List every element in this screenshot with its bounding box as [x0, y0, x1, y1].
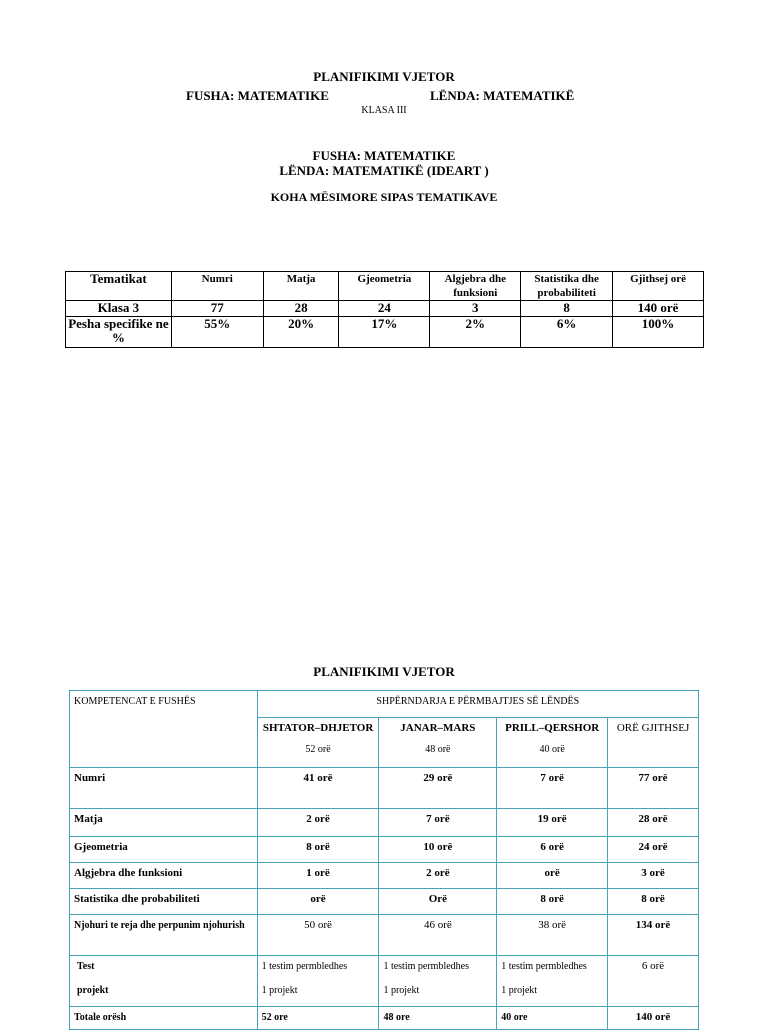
row-label: Gjeometria: [70, 837, 258, 863]
table-cell: 28 orë: [608, 809, 699, 837]
period-cell: [379, 717, 497, 767]
header-cell: Gjeometria: [339, 272, 430, 301]
header-cell: Algjebra dhe funksioni: [430, 272, 521, 301]
table-cell: 1 orë: [257, 863, 379, 889]
table-row: [70, 956, 699, 1007]
table-cell: 40 ore: [497, 1007, 608, 1030]
section2-title: PLANIFIKIMI VJETOR: [313, 664, 455, 679]
table-cell: 2%: [430, 317, 521, 348]
period-name: SHTATOR–DHJETOR: [262, 721, 374, 734]
table-cell: 77: [171, 301, 263, 317]
table-row: [70, 915, 699, 956]
table-row: [70, 1007, 699, 1030]
cell-line: 1 testim permbledhes: [261, 961, 348, 972]
period-cell: [497, 717, 608, 767]
table-cell: [379, 956, 497, 1007]
row-label-cell: [70, 956, 258, 1007]
table-cell: 140 orë: [608, 1007, 699, 1030]
fusha-label: FUSHA: MATEMATIKE: [186, 88, 329, 103]
table-cell: 7 orë: [497, 768, 608, 809]
period-hours: 40 orë: [539, 743, 565, 755]
row-label: Matja: [70, 809, 258, 837]
table-cell: 2 orë: [257, 809, 379, 837]
table-cell: 24 orë: [608, 837, 699, 863]
table-row: [70, 863, 699, 889]
table-row: [70, 768, 699, 809]
table-cell: orë: [497, 863, 608, 889]
cell-line: 1 projekt: [383, 985, 420, 996]
table-cell: 20%: [263, 317, 339, 348]
period-name: PRILL–QERSHOR: [505, 721, 600, 734]
table-cell: 6%: [521, 317, 613, 348]
table-cell: 46 orë: [379, 915, 497, 956]
corner-cell: KOMPETENCAT E FUSHËS: [70, 691, 258, 768]
table-cell: 3 orë: [608, 863, 699, 889]
table-cell: 48 ore: [379, 1007, 497, 1030]
period-hours: 48 orë: [425, 743, 451, 755]
table-cell: 50 orë: [257, 915, 379, 956]
planifikimi-table: [69, 690, 699, 1030]
klasa-label: KLASA III: [361, 105, 407, 116]
period-cell: [257, 717, 379, 767]
table-header-row: [70, 691, 699, 718]
table-cell: orë: [257, 889, 379, 915]
table-cell: Klasa 3: [66, 301, 172, 317]
table-row: [70, 809, 699, 837]
row-label: Test: [77, 961, 95, 972]
table-cell: 10 orë: [379, 837, 497, 863]
table-cell: 2 orë: [379, 863, 497, 889]
table-cell: 134 orë: [608, 915, 699, 956]
table-cell: 6 orë: [497, 837, 608, 863]
table-row: [66, 317, 704, 348]
cell-line: 1 projekt: [261, 985, 298, 996]
table-cell: 19 orë: [497, 809, 608, 837]
header-cell: Tematikat: [66, 272, 172, 301]
period-name: ORË GJITHSEJ: [616, 721, 690, 734]
table-cell: 38 orë: [497, 915, 608, 956]
table-row: [66, 301, 704, 317]
table-cell: 8 orë: [257, 837, 379, 863]
header-cell: Statistika dhe probabiliteti: [521, 272, 613, 301]
table-cell: 100%: [613, 317, 704, 348]
row-label: Algjebra dhe funksioni: [70, 863, 258, 889]
table-cell: Orë: [379, 889, 497, 915]
header-cell: Gjithsej orë: [613, 272, 704, 301]
table-cell: 140 orë: [613, 301, 704, 317]
tematika-table: [65, 271, 704, 348]
table-cell: Pesha specifike ne %: [66, 317, 172, 348]
row-label: Statistika dhe probabiliteti: [70, 889, 258, 915]
row-label: Njohuri te reja dhe perpunim njohurish: [70, 915, 258, 956]
table-header-row: [66, 272, 704, 301]
table-cell: 8: [521, 301, 613, 317]
table-cell: 17%: [339, 317, 430, 348]
table-cell: 52 ore: [257, 1007, 379, 1030]
period-hours: 52 orë: [305, 743, 331, 755]
table-cell: 3: [430, 301, 521, 317]
cell-line: 1 testim permbledhes: [383, 961, 469, 972]
fusha-label-2: FUSHA: MATEMATIKE: [312, 148, 456, 163]
row-label: projekt: [77, 985, 109, 996]
table-cell: [497, 956, 608, 1007]
table-cell: 6 orë: [608, 956, 699, 1007]
table-cell: 55%: [171, 317, 263, 348]
table-cell: 28: [263, 301, 339, 317]
koha-heading: KOHA MËSIMORE SIPAS TEMATIKAVE: [270, 190, 498, 204]
cell-line: 1 testim permbledhes: [501, 961, 587, 972]
lenda-label-2: LËNDA: MATEMATIKË (IDEART ): [279, 163, 489, 178]
period-cell: [608, 717, 699, 767]
table-cell: 29 orë: [379, 768, 497, 809]
table-row: [70, 837, 699, 863]
row-label: Numri: [70, 768, 258, 809]
period-name: JANAR–MARS: [400, 721, 476, 734]
span-header-cell: SHPËRNDARJA E PËRMBAJTJES SË LËNDËS: [257, 691, 698, 718]
header-cell: Matja: [263, 272, 339, 301]
header-cell: Numri: [171, 272, 263, 301]
table-cell: [257, 956, 379, 1007]
document-title: PLANIFIKIMI VJETOR: [313, 69, 455, 84]
row-label: Totale orësh: [70, 1007, 258, 1030]
table-cell: 24: [339, 301, 430, 317]
table-cell: 7 orë: [379, 809, 497, 837]
table-cell: 41 orë: [257, 768, 379, 809]
table-row: [70, 889, 699, 915]
table-cell: 8 orë: [608, 889, 699, 915]
table-cell: 8 orë: [497, 889, 608, 915]
cell-line: 1 projekt: [501, 985, 538, 996]
lenda-label: LËNDA: MATEMATIKË: [430, 88, 575, 103]
table-cell: 77 orë: [608, 768, 699, 809]
